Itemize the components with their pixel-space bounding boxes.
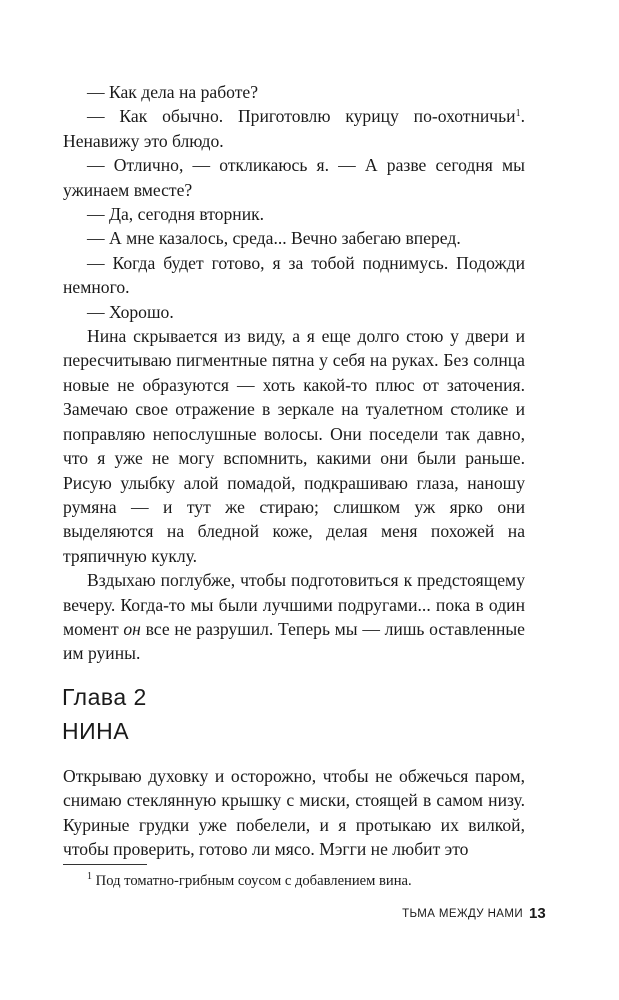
- paragraph-text-tail: все не разрушил. Теперь мы — лишь оставленные им руины.: [63, 618, 525, 664]
- footnote: [87, 871, 517, 891]
- emphasis-word: он: [123, 618, 141, 639]
- dialogue-text: — Как обычно. Приготовлю курицу по-охотничьи: [87, 106, 516, 127]
- dialogue-line: — Как дела на работе?: [87, 82, 259, 102]
- footnote-mark: 1: [87, 871, 92, 882]
- footnote-divider: [63, 864, 147, 865]
- dialogue-line: — Хорошо.: [87, 301, 174, 322]
- paragraph: Открываю духовку и осторожно, чтобы не обжечься паром, снимаю стеклянную крышку с миски, стоящей в самом низу. Куриные грудки уже побелели, и я протыкаю их вилкой, чтобы проверить, готово ли мясо. Мэгги не любит это: [63, 766, 525, 860]
- paragraph-text: Вздыхаю поглубже, чтобы подготовиться к предстоящему вечеру. Когда-то мы были лучшими подругами... пока в один момент: [63, 570, 525, 639]
- dialogue-line: — Да, сегодня вторник.: [87, 204, 265, 225]
- body-text-top: [63, 80, 525, 666]
- chapter-number: Глава 2: [62, 684, 147, 710]
- body-text-bottom: [63, 764, 525, 862]
- dialogue-line: — Отлично, — откликаюсь я. — А разве сегодня мы ужинаем вместе?: [63, 155, 525, 200]
- footnote-text: Под томатно-грибным соусом с добавлением вина.: [92, 873, 412, 889]
- running-title: ТЬМА МЕЖДУ НАМИ: [402, 908, 523, 920]
- footnote-reference: 1: [515, 108, 521, 120]
- page-number: 13: [529, 905, 546, 922]
- dialogue-line: [63, 104, 525, 153]
- paragraph: Нина скрывается из виду, а я еще долго стою у двери и пересчитываю пигментные пятна у себя на руках. Без солнца новые не образуются — хоть какой-то плюс от заточения. Замечаю свое отражение в зеркале на туалетном столике и поправляю непослушные волосы. Они поседели так давно, что я уже не могу вспомнить, какими они были раньше. Рисую улыбку алой помадой, подкрашиваю глаза, наношу румяна — и тут же стираю; слишком уж ярко они выделяются на бледной коже, делая меня похожей на тряпичную куклу.: [63, 326, 525, 566]
- dialogue-line: — Когда будет готово, я за тобой поднимусь. Подожди немного.: [63, 252, 525, 298]
- dialogue-text-tail: . Ненавижу это блюдо.: [63, 106, 525, 151]
- chapter-title: НИНА: [62, 718, 130, 744]
- dialogue-line: — А мне казалось, среда... Вечно забегаю вперед.: [87, 228, 461, 249]
- paragraph: [63, 568, 525, 666]
